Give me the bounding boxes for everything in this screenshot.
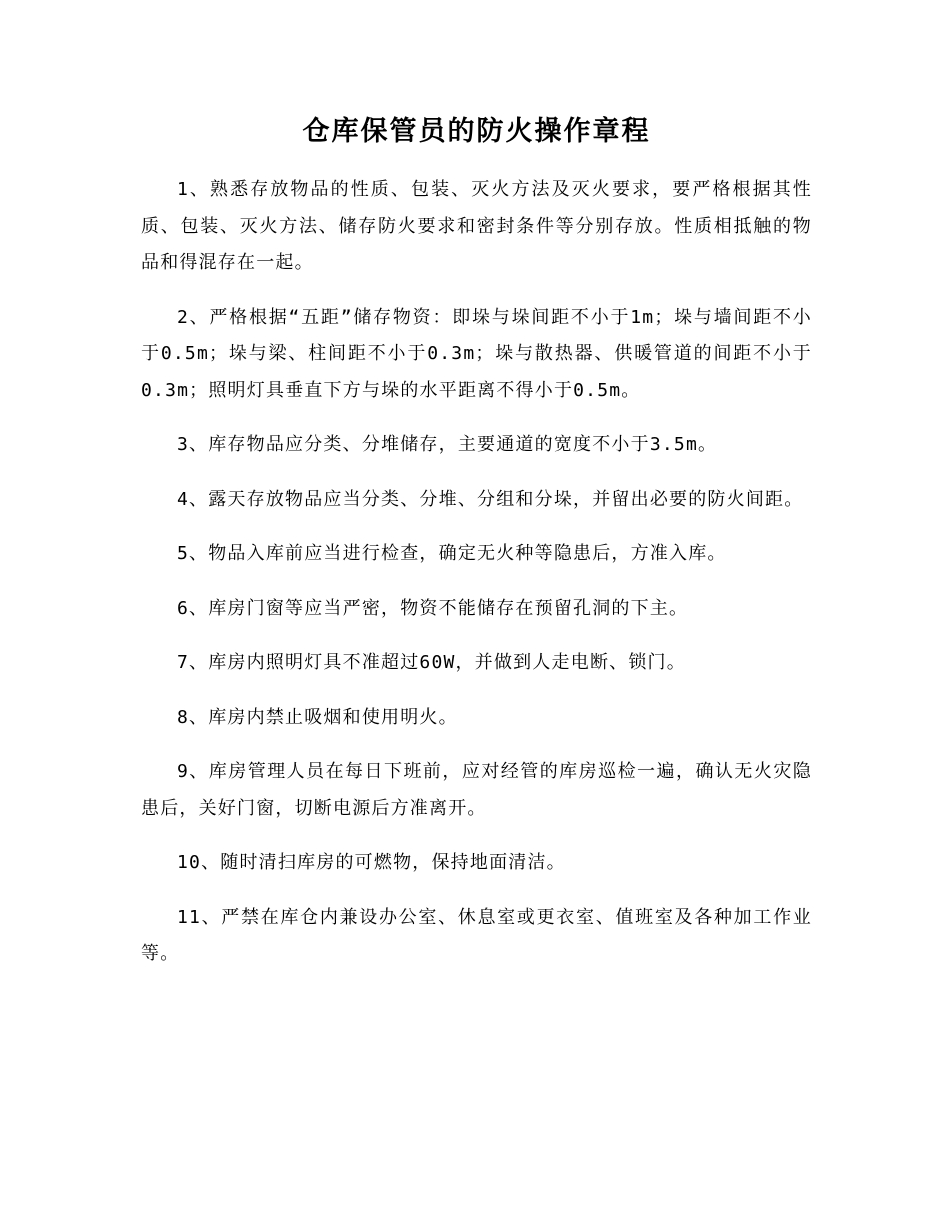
clause-11: 11、严禁在库仓内兼设办公室、休息室或更衣室、值班室及各种加工作业等。	[141, 906, 812, 964]
clause-4: 4、露天存放物品应当分类、分堆、分组和分垛，并留出必要的防火间距。	[177, 488, 804, 510]
clause-6: 6、库房门窗等应当严密，物资不能储存在预留孔洞的下主。	[177, 597, 689, 619]
clause-5: 5、物品入库前应当进行检查，确定无火种等隐患后，方准入库。	[177, 543, 727, 564]
clause-9: 9、库房管理人员在每日下班前，应对经管的库房巡检一遍，确认无火灾隐患后，关好门窗，切断电源后方准离开。	[141, 761, 812, 819]
clause-2: 2、严格根据“五距”储存物资：即垛与垛间距不小于1m；垛与墙间距不小于0.5m；垛与梁、柱间距不小于0.3m；垛与散热器、供暖管道的间距不小于0.3m；照明灯具垂直下方与垛的水平距离不得小于0.5m。	[141, 306, 812, 401]
clause-3: 3、库存物品应分类、分堆储存，主要通道的宽度不小于3.5m。	[177, 434, 718, 455]
clause-8: 8、库房内禁止吸烟和使用明火。	[177, 706, 458, 728]
clause-1: 1、熟悉存放物品的性质、包装、灭火方法及灭火要求，要严格根据其性质、包装、灭火方法、储存防火要求和密封条件等分别存放。性质相抵触的物品和得混存在一起。	[141, 179, 812, 273]
clause-7: 7、库房内照明灯具不准超过60W，并做到人走电断、锁门。	[177, 652, 686, 673]
document-title: 仓库保管员的防火操作章程	[302, 116, 651, 147]
clause-list	[141, 172, 812, 973]
clause-10: 10、随时清扫库房的可燃物，保持地面清洁。	[177, 852, 566, 873]
